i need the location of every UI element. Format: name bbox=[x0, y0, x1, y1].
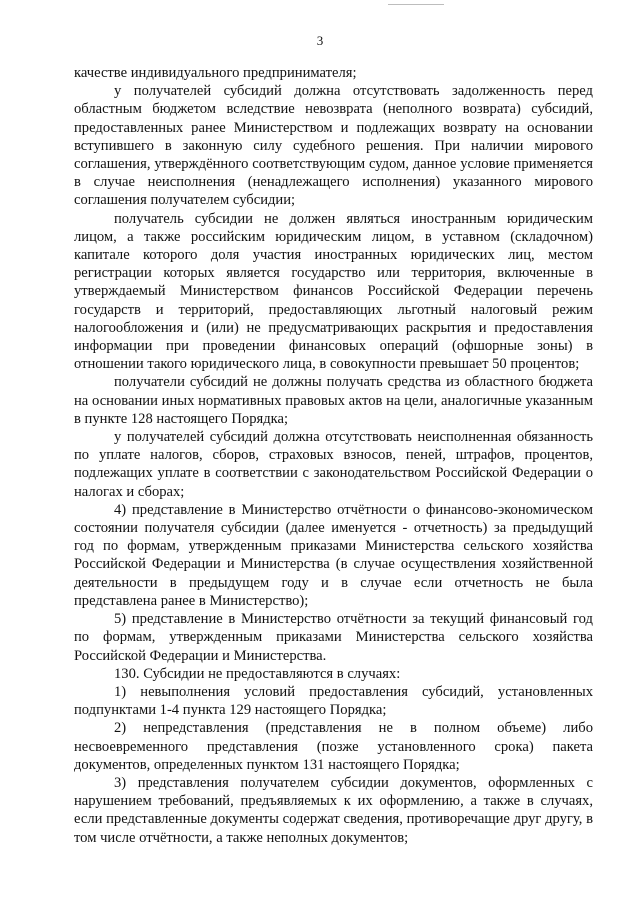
paragraph-debt-condition: у получателей субсидий должна отсутствовать задолженность перед областным бюджетом вследствие невозврата (неполного возврата) субсидий, предоставленных ранее Министерством и подлежащих возврату на основании вступившего в законную силу судебного решения. При наличии мирового соглашения, утверждённого соответствующим судом, данное условие применяется в случае неисполнения (ненадлежащего исполнения) указанного мирового соглашения получателем субсидии; bbox=[74, 83, 593, 209]
scan-mark bbox=[388, 4, 444, 5]
page-number: 3 bbox=[316, 33, 324, 48]
paragraph-continuation: качестве индивидуального предпринимателя; bbox=[74, 65, 357, 81]
paragraph-tax-obligation-condition: у получателей субсидий должна отсутствовать неисполненная обязанность по уплате налогов, сборов, страховых взносов, пеней, штрафов, процентов, подлежащих уплате в соответствии с законодательством Российской Федерации о налогах и сборах; bbox=[74, 429, 593, 500]
paragraph-130-item-1: 1) невыполнения условий предоставления субсидий, установленных подпунктами 1-4 пункта 129 настоящего Порядка; bbox=[74, 683, 593, 719]
paragraph-other-funding-condition: получатели субсидий не должны получать средства из областного бюджета на основании иных нормативных правовых актов на цели, аналогичные указанным в пункте 128 настоящего Порядка; bbox=[74, 374, 593, 427]
document-body bbox=[74, 64, 593, 847]
paragraph-item-5: 5) представление в Министерство отчётности за текущий финансовый год по формам, утвержденным приказами Министерства сельского хозяйства Российской Федерации и Министерства. bbox=[74, 611, 593, 664]
paragraph-foreign-entity-condition: получатель субсидии не должен являться иностранным юридическим лицом, а также российским юридическим лицом, в уставном (складочном) капитале которого доля участия иностранных юридических лиц, местом регистрации которых является государство или территория, включенные в утверждаемый Министерством финансов Российской Федерации перечень государств и территорий, предоставляющих льготный налоговый режим налогообложения и (или) не предусматривающих раскрытия и предоставления информации при проведении финансовых операций (офшорные зоны) в отношении такого юридического лица, в совокупности превышает 50 процентов; bbox=[74, 210, 593, 373]
paragraph-section-130: 130. Субсидии не предоставляются в случаях: bbox=[114, 665, 401, 682]
paragraph-item-4: 4) представление в Министерство отчётности о финансово-экономическом состоянии получателя субсидии (далее именуется - отчетность) за предыдущий год по формам, утвержденным приказами Министерства сельского хозяйства Российской Федерации и Министерства (в случае осуществления хозяйственной деятельности в предыдущем году и в случае если отчетность не была представлена ранее в Министерство); bbox=[74, 501, 593, 609]
paragraph-130-item-3: 3) представления получателем субсидии документов, оформленных с нарушением требований, предъявляемых к их оформлению, а также в случаях, если представленные документы содержат сведения, противоречащие друг другу, в том числе отчётности, а также неполных документов; bbox=[74, 774, 593, 846]
paragraph-130-item-2: 2) непредставления (представления не в полном объеме) либо несвоевременного представления (позже установленного срока) пакета документов, определенных пунктом 131 настоящего Порядка; bbox=[74, 720, 593, 773]
